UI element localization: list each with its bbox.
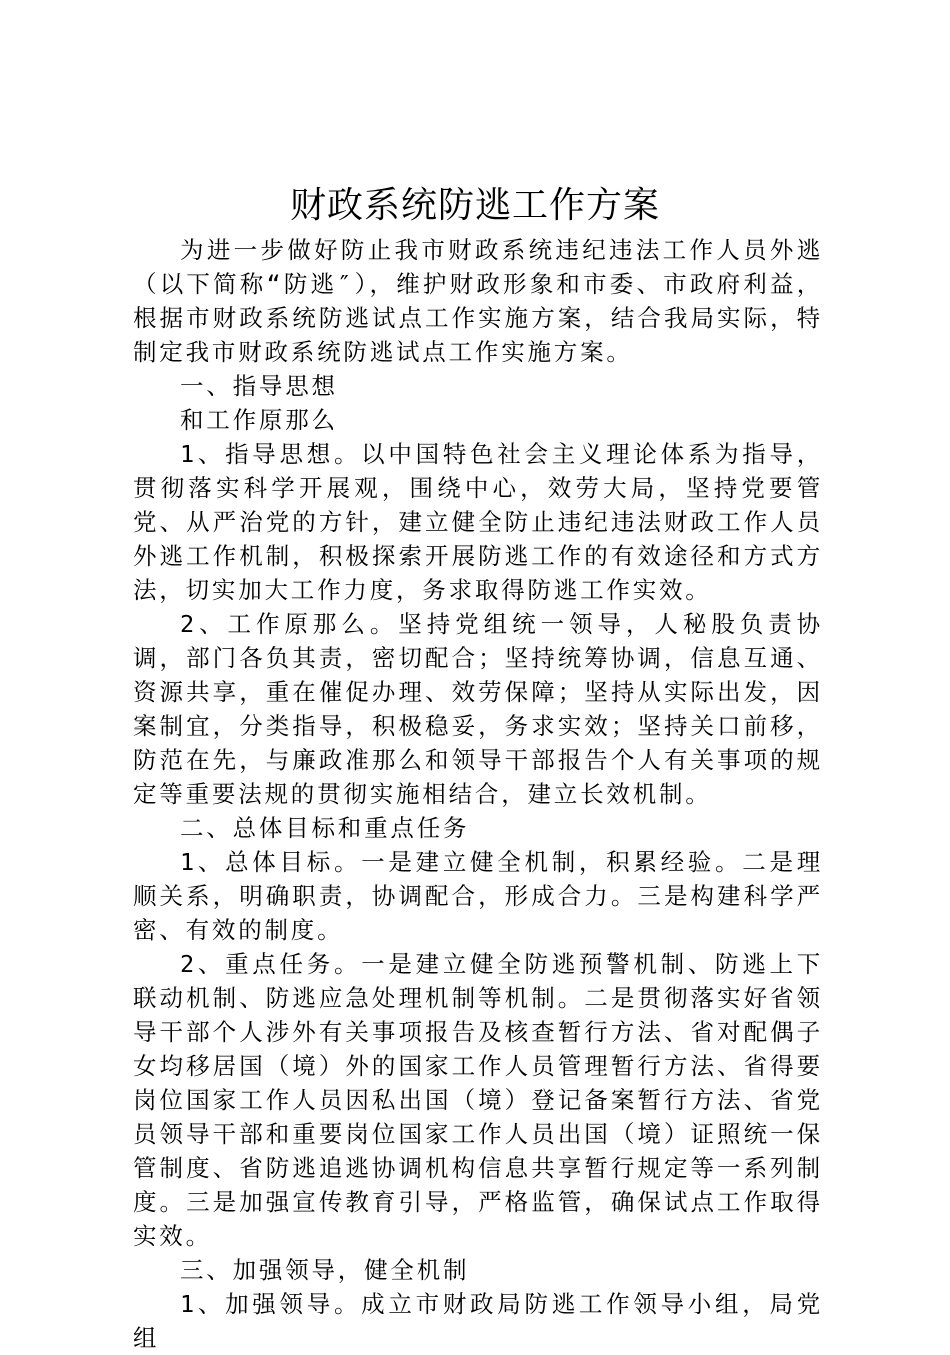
section-heading-guiding-ideology: 一、指导思想: [180, 372, 338, 400]
paragraph-strengthen-leadership: 1、加强领导。成立市财政局防逃工作领导小组，局党组: [133, 1290, 823, 1352]
paragraph-work-principles: 2、工作原那么。坚持党组统一领导，人秘股负责协调，部门各负其责，密切配合；坚持统筹协调，信息互通、资源共享，重在催促办理、效劳保障；坚持从实际出发，因案制宜，分类指导，积极稳妥，务求实效；坚持关口前移，防范在先，与廉政准那么和领导干部报告个人有关事项的规定等重要法规的贯彻实施相结合，建立长效机制。: [133, 610, 823, 808]
section-heading-leadership: 三、加强领导，健全机制: [180, 1256, 470, 1284]
paragraph-guiding-ideology: 1、指导思想。以中国特色社会主义理论体系为指导，贯彻落实科学开展观，围绕中心，效劳大局，坚持党要管党、从严治党的方针，建立健全防止违纪违法财政工作人员外逃工作机制，积极探索开展防逃工作的有效途径和方式方法，切实加大工作力度，务求取得防逃工作实效。: [133, 440, 823, 604]
paragraph-intro: 为进一步做好防止我市财政系统违纪违法工作人员外逃（以下简称“防逃″），维护财政形象和市委、市政府利益，根据市财政系统防逃试点工作实施方案，结合我局实际，特制定我市财政系统防逃试点工作实施方案。: [133, 236, 823, 366]
paragraph-overall-goals: 1、总体目标。一是建立健全机制，积累经验。二是理顺关系，明确职责，协调配合，形成合力。三是构建科学严密、有效的制度。: [133, 848, 823, 944]
paragraph-key-tasks: 2、重点任务。一是建立健全防逃预警机制、防逃上下联动机制、防逃应急处理机制等机制。二是贯彻落实好省领导干部个人涉外有关事项报告及核查暂行方法、省对配偶子女均移居国（境）外的国家工作人员管理暂行方法、省得要岗位国家工作人员因私出国（境）登记备案暂行方法、省党员领导干部和重要岗位国家工作人员出国（境）证照统一保管制度、省防逃追逃协调机构信息共享暂行规定等一系列制度。三是加强宣传教育引导，严格监管，确保试点工作取得实效。: [133, 950, 823, 1250]
section-heading-continuation: 和工作原那么: [180, 406, 338, 434]
section-heading-goals-tasks: 二、总体目标和重点任务: [180, 814, 470, 842]
document-body: [133, 233, 823, 1355]
document-title: 财政系统防逃工作方案: [289, 185, 660, 226]
